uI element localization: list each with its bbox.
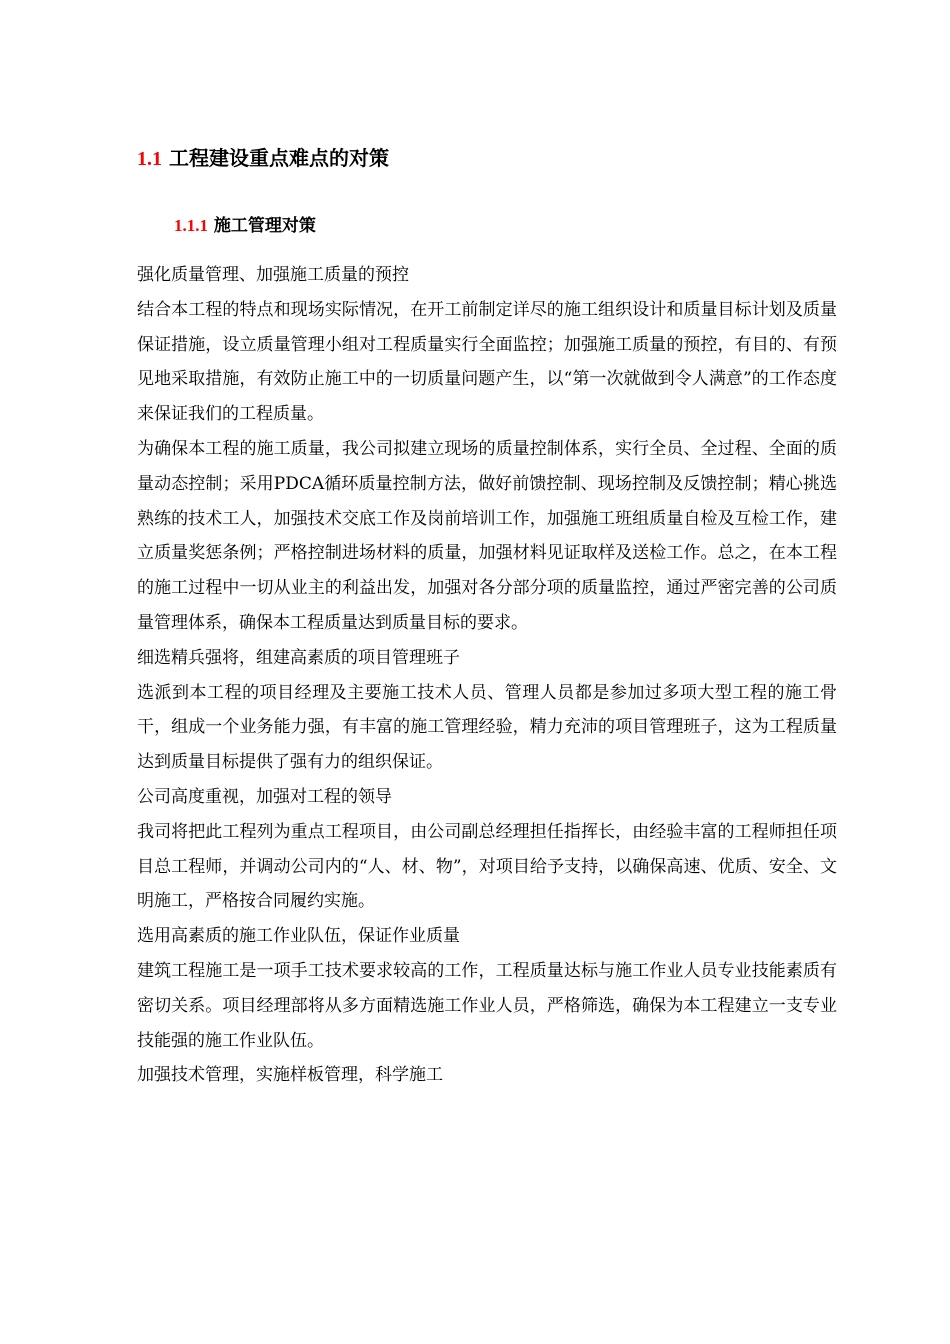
section-heading — [137, 143, 389, 174]
paragraph-leadership: 我司将把此工程列为重点工程项目，由公司副总经理担任指挥长，由经验丰富的工程师担任项目总工程师，并调动公司内的“人、材、物”，对项目给予支持，以确保高速、优质、安全、文明施工，严格按合同履约实施。 — [137, 821, 837, 912]
paragraph-work-team: 建筑工程施工是一项手工技术要求较高的工作，工程质量达标与施工作业人员专业技能素质有密切关系。项目经理部将从多方面精选施工作业人员，严格筛选，确保为本工程建立一支专业技能强的施工作业队伍。 — [137, 960, 837, 1051]
subsection-title: 施工管理对策 — [213, 216, 316, 236]
paragraph-quality-plan: 结合本工程的特点和现场实际情况，在开工前制定详尽的施工组织设计和质量目标计划及质量保证措施，设立质量管理小组对工程质量实行全面监控；加强施工质量的预控，有目的、有预见地采取措施，有效防止施工中的一切质量问题产生，以“第一次就做到令人满意”的工作态度来保证我们的工程质量。 — [137, 299, 837, 425]
section-title: 工程建设重点难点的对策 — [168, 146, 389, 170]
paragraph-heading-leadership: 公司高度重视，加强对工程的领导 — [137, 786, 392, 807]
paragraph-heading-management-team: 细选精兵强将，组建高素质的项目管理班子 — [137, 647, 460, 668]
section-number: 1.1 — [137, 148, 162, 170]
paragraph-heading-work-team: 选用高素质的施工作业队伍，保证作业质量 — [137, 926, 460, 947]
paragraph-heading-quality-control: 强化质量管理、加强施工质量的预控 — [137, 265, 409, 285]
subsection-number: 1.1.1 — [174, 216, 208, 235]
body-text — [137, 258, 837, 1093]
paragraph-quality-system: 为确保本工程的施工质量，我公司拟建立现场的质量控制体系，实行全员、全过程、全面的质量动态控制；采用PDCA循环质量控制方法，做好前馈控制、现场控制及反馈控制；精心挑选熟练的技术工人，加强技术交底工作及岗前培训工作，加强施工班组质量自检及互检工作，建立质量奖惩条例；严格控制进场材料的质量，加强材料见证取样及送检工作。总之，在本工程的施工过程中一切从业主的利益出发，加强对各分部分项的质量监控，通过严密完善的公司质量管理体系，确保本工程质量达到质量目标的要求。 — [137, 438, 837, 633]
paragraph-management-team: 选派到本工程的项目经理及主要施工技术人员、管理人员都是参加过多项大型工程的施工骨干，组成一个业务能力强，有丰富的施工管理经验，精力充沛的项目管理班子，这为工程质量达到质量目标提供了强有力的组织保证。 — [137, 682, 837, 773]
subsection-heading — [174, 212, 316, 240]
paragraph-heading-technical-management: 加强技术管理，实施样板管理，科学施工 — [137, 1065, 443, 1086]
